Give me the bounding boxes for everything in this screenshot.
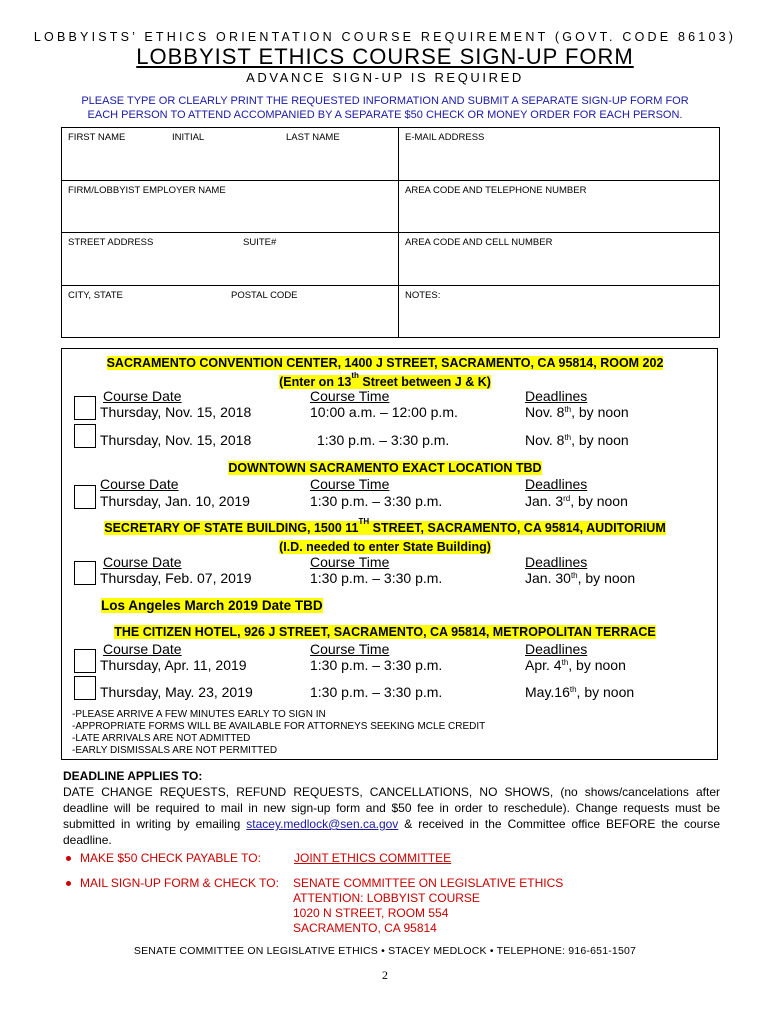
session-5-date: Thursday, Apr. 11, 2019: [100, 657, 247, 673]
first-name-label: FIRST NAME: [68, 132, 126, 143]
session-6-deadline: May.16th, by noon: [525, 684, 635, 700]
check-payable-value: JOINT ETHICS COMMITTEE: [294, 851, 452, 865]
footer: SENATE COMMITTEE ON LEGISLATIVE ETHICS • STACEY MEDLOCK • TELEPHONE: 916-651-1507: [133, 945, 637, 957]
session-3-date: Thursday, Jan. 10, 2019: [100, 493, 250, 509]
session-4-checkbox[interactable]: [74, 561, 96, 585]
venue-4: [0, 623, 770, 641]
note-item: -LATE ARRIVALS ARE NOT ADMITTED: [72, 733, 251, 744]
venue-1-note-b: Street between J & K): [358, 375, 491, 389]
session-5-time: 1:30 p.m. – 3:30 p.m.: [310, 657, 443, 673]
advance-signup-subtitle: ADVANCE SIGN-UP IS REQUIRED: [246, 70, 524, 85]
venue-3-sup: TH: [358, 517, 370, 526]
venue-1-note-sup: th: [351, 371, 359, 380]
venue-3-label-b: STREET, SACRAMENTO, CA 95814, AUDITORIUM: [369, 521, 666, 535]
venue-3-label-a: SECRETARY OF STATE BUILDING, 1500 11: [104, 521, 359, 535]
session-3-deadline: Jan. 3rd, by noon: [525, 493, 628, 509]
street-field[interactable]: [62, 233, 399, 286]
session-3-checkbox[interactable]: [74, 485, 96, 509]
los-angeles-label: Los Angeles March 2019 Date TBD: [101, 598, 323, 613]
session-2-time: 1:30 p.m. – 3:30 p.m.: [317, 432, 450, 448]
cell-label: AREA CODE AND CELL NUMBER: [405, 237, 553, 248]
course-date-header: Course Date: [103, 554, 182, 570]
deadline-heading: DEADLINE APPLIES TO:: [63, 769, 203, 783]
name-field[interactable]: [62, 128, 399, 181]
course-date-header: Course Date: [103, 641, 182, 657]
note-item: -EARLY DISMISSALS ARE NOT PERMITTED: [72, 745, 278, 756]
notes-label: NOTES:: [405, 289, 441, 301]
session-2-deadline: Nov. 8th, by noon: [525, 432, 629, 448]
venue-1-note-a: (Enter on 13: [279, 375, 352, 389]
venue-3-note-label: (I.D. needed to enter State Building): [279, 540, 491, 554]
venue-2: [0, 459, 770, 477]
city-field[interactable]: [62, 285, 399, 338]
deadlines-header: Deadlines: [525, 641, 588, 657]
registrant-info-table: [61, 127, 720, 338]
email-field[interactable]: [399, 128, 720, 181]
session-2-date: Thursday, Nov. 15, 2018: [100, 432, 252, 448]
session-4-deadline: Jan. 30th, by noon: [525, 570, 636, 586]
email-label: E-MAIL ADDRESS: [405, 132, 485, 143]
course-time-header: Course Time: [310, 554, 390, 570]
deadlines-header: Deadlines: [525, 554, 588, 570]
course-time-header: Course Time: [310, 388, 390, 404]
mail-address-line-2: ATTENTION: LOBBYIST COURSE: [293, 891, 480, 905]
session-4-date: Thursday, Feb. 07, 2019: [100, 570, 252, 586]
attendance-notes: [72, 709, 485, 757]
note-item: -APPROPRIATE FORMS WILL BE AVAILABLE FOR ATTORNEYS SEEKING MCLE CREDIT: [72, 721, 486, 732]
session-1-checkbox[interactable]: [74, 396, 96, 420]
instructions-line-2: EACH PERSON TO ATTEND ACCOMPANIED BY A SEPARATE $50 CHECK OR MONEY ORDER FOR EACH PERSON.: [87, 109, 683, 121]
street-label: STREET ADDRESS: [68, 237, 154, 248]
cell-field[interactable]: [399, 233, 720, 286]
venue-4-label: THE CITIZEN HOTEL, 926 J STREET, SACRAMENTO, CA 95814, METROPOLITAN TERRACE: [114, 625, 656, 639]
email-link[interactable]: stacey.medlock@sen.ca.gov: [246, 817, 399, 831]
session-1-date: Thursday, Nov. 15, 2018: [100, 404, 252, 420]
session-5-deadline: Apr. 4th, by noon: [525, 657, 626, 673]
deadlines-header: Deadlines: [525, 476, 588, 492]
los-angeles-note: [101, 597, 323, 615]
session-1-time: 10:00 a.m. – 12:00 p.m.: [310, 404, 458, 420]
note-item: -PLEASE ARRIVE A FEW MINUTES EARLY TO SIGN IN: [72, 709, 326, 720]
deadline-text-a: DATE CHANGE REQUESTS, REFUND REQUESTS, CANCELLATIONS, NO SHOWS, (no shows/cancelations after deadline will be required to mail in new sign-up form and $50 fee in order to reschedule). Change requests must be submitted in writing by emailing: [63, 785, 720, 831]
session-5-checkbox[interactable]: [74, 649, 96, 673]
initial-label: INITIAL: [172, 132, 205, 143]
last-name-label: LAST NAME: [286, 132, 340, 143]
firm-label: FIRM/LOBBYIST EMPLOYER NAME: [68, 184, 226, 196]
check-payable-label: MAKE $50 CHECK PAYABLE TO:: [80, 851, 261, 865]
notes-field[interactable]: [399, 285, 720, 338]
deadline-text-b: & received in the Committee office BEFORE the course deadline.: [63, 817, 720, 847]
page-title: [0, 44, 770, 70]
mail-address-line-1: SENATE COMMITTEE ON LEGISLATIVE ETHICS: [293, 876, 564, 890]
course-date-header: Course Date: [103, 388, 182, 404]
course-time-header: Course Time: [310, 641, 390, 657]
postal-label: POSTAL CODE: [231, 289, 298, 301]
session-4-time: 1:30 p.m. – 3:30 p.m.: [310, 570, 443, 586]
firm-field[interactable]: [62, 180, 399, 233]
bullet-icon: [66, 856, 71, 861]
deadline-section: [63, 768, 720, 848]
mail-address-line-3: 1020 N STREET, ROOM 554: [293, 906, 449, 920]
session-6-date: Thursday, May. 23, 2019: [100, 684, 253, 700]
phone-label: AREA CODE AND TELEPHONE NUMBER: [405, 184, 587, 196]
form-title: LOBBYIST ETHICS COURSE SIGN-UP FORM: [136, 44, 634, 69]
venue-2-label: DOWNTOWN SACRAMENTO EXACT LOCATION TBD: [228, 461, 542, 475]
deadlines-header: Deadlines: [525, 388, 588, 404]
session-2-checkbox[interactable]: [74, 424, 96, 448]
instructions: [60, 94, 710, 122]
session-6-checkbox[interactable]: [74, 676, 96, 700]
phone-field[interactable]: [399, 180, 720, 233]
mail-address-line-4: SACRAMENTO, CA 95814: [293, 921, 437, 935]
suite-label: SUITE#: [243, 237, 277, 248]
session-1-deadline: Nov. 8th, by noon: [525, 404, 629, 420]
session-3-time: 1:30 p.m. – 3:30 p.m.: [310, 493, 443, 509]
instructions-line-1: PLEASE TYPE OR CLEARLY PRINT THE REQUESTED INFORMATION AND SUBMIT A SEPARATE SIGN-UP FORM FOR: [81, 95, 689, 107]
session-6-time: 1:30 p.m. – 3:30 p.m.: [310, 684, 443, 700]
venue-1: [0, 354, 770, 372]
venue-3: [0, 519, 770, 537]
city-label: CITY, STATE: [68, 289, 123, 301]
bullet-icon: [66, 881, 71, 886]
mail-to-label: MAIL SIGN-UP FORM & CHECK TO:: [80, 876, 279, 890]
venue-1-label: SACRAMENTO CONVENTION CENTER, 1400 J STREET, SACRAMENTO, CA 95814, ROOM 202: [106, 356, 664, 370]
page-number: 2: [382, 968, 388, 982]
course-date-header: Course Date: [100, 476, 179, 492]
course-requirement-heading: LOBBYISTS’ ETHICS ORIENTATION COURSE REQUIREMENT (GOVT. CODE 86103): [33, 30, 737, 44]
course-time-header: Course Time: [310, 476, 390, 492]
